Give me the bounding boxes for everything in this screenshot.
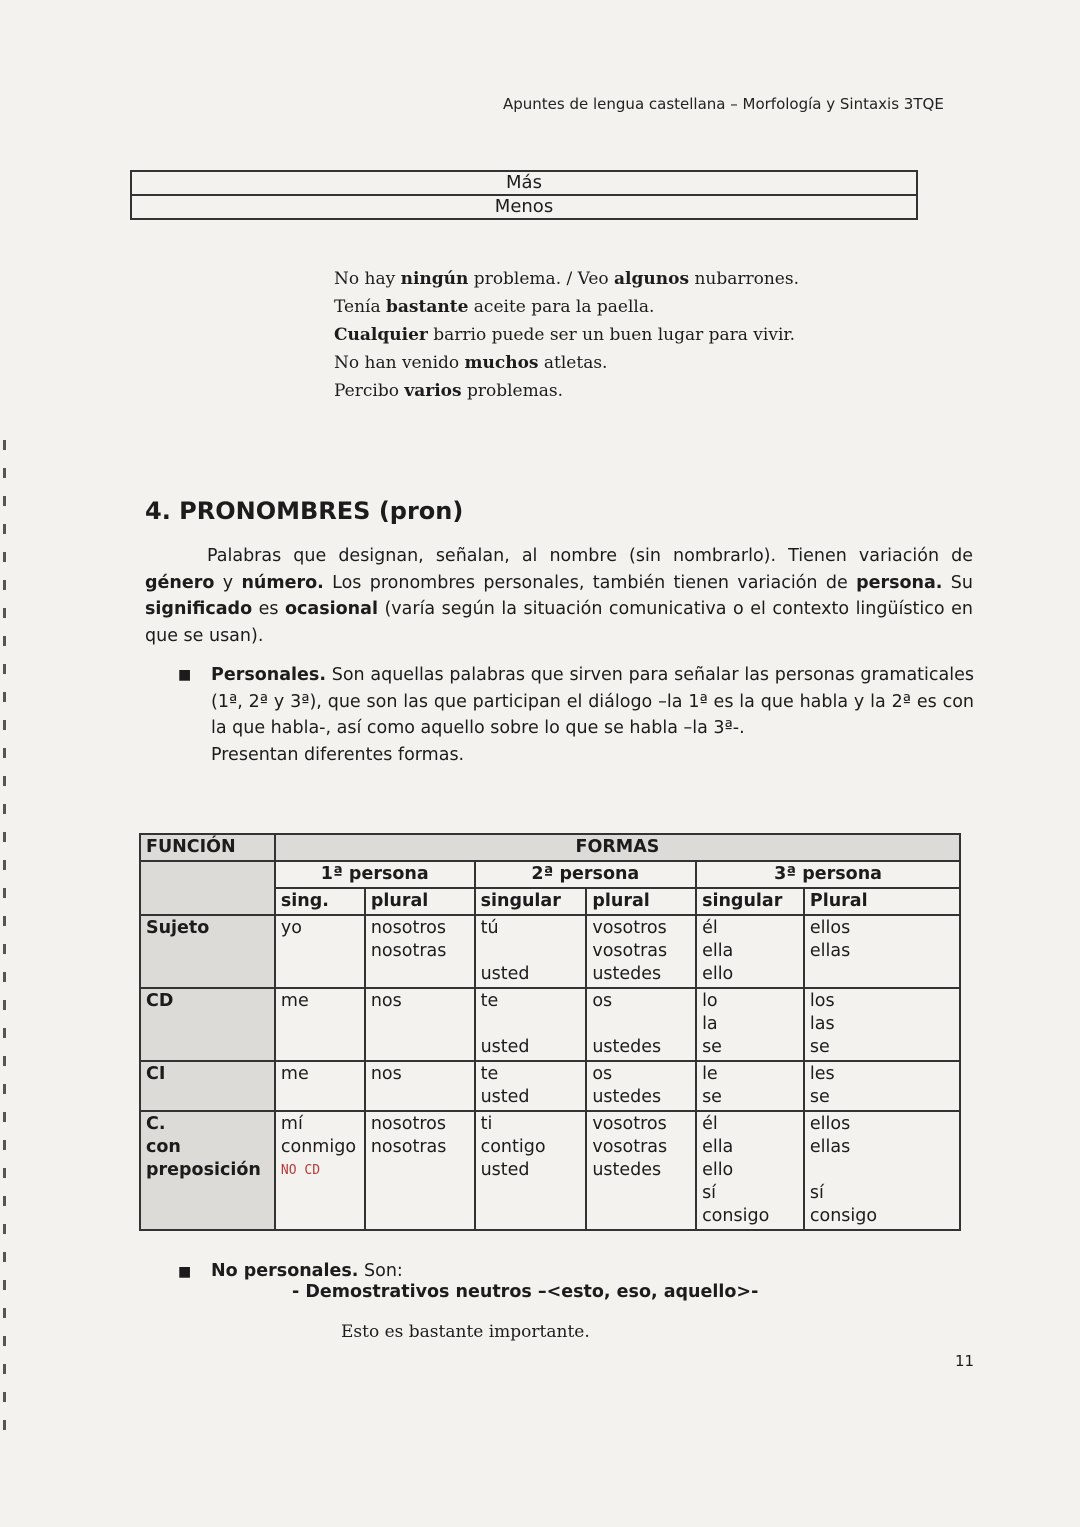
section-title: 4. PRONOMBRES (pron) xyxy=(145,497,464,525)
example-line xyxy=(334,321,799,349)
no-personales-text xyxy=(211,1261,403,1281)
table-row xyxy=(140,915,960,988)
margin-tick xyxy=(3,748,6,758)
intro-run: número. xyxy=(241,572,324,593)
example-run: varios xyxy=(404,381,462,401)
margin-tick xyxy=(3,776,6,786)
margin-tick xyxy=(3,1140,6,1150)
margin-tick xyxy=(3,1224,6,1234)
comparison-table xyxy=(130,170,918,220)
handwritten-annotation: NO CD xyxy=(280,1163,321,1178)
form-cell: mí conmigo NO CD xyxy=(275,1111,365,1230)
form-cell: les se xyxy=(804,1061,960,1111)
page-number: 11 xyxy=(955,1352,975,1370)
form-cell: te usted xyxy=(475,1061,587,1111)
intro-run: es xyxy=(252,599,286,619)
margin-tick xyxy=(3,496,6,506)
margin-tick xyxy=(3,804,6,814)
intro-run: significado xyxy=(145,599,253,619)
function-label: C. con preposición xyxy=(140,1111,275,1230)
person-header: 3ª persona xyxy=(696,861,960,888)
margin-tick xyxy=(3,636,6,646)
example-run: barrio puede ser un buen lugar para vivir. xyxy=(427,325,796,345)
form-cell: le se xyxy=(696,1061,804,1111)
form-cell: nos xyxy=(365,988,475,1061)
personales-after: Presentan diferentes formas. xyxy=(211,744,465,765)
page-header: Apuntes de lengua castellana – Morfología y Sintaxis 3TQE xyxy=(503,95,944,113)
margin-tick xyxy=(3,860,6,870)
margin-tick xyxy=(3,972,6,982)
form-cell: ellos ellas sí consigo xyxy=(804,1111,960,1230)
margin-tick xyxy=(3,1392,6,1402)
intro-paragraph xyxy=(145,543,973,649)
number-header: singular xyxy=(696,888,804,915)
form-cell: yo xyxy=(275,915,365,988)
margin-tick xyxy=(3,1056,6,1066)
margin-tick xyxy=(3,916,6,926)
margin-tick xyxy=(3,720,6,730)
margin-tick xyxy=(3,692,6,702)
function-label: Sujeto xyxy=(140,915,275,988)
demostrativos-heading: - Demostrativos neutros –<esto, eso, aquello>- xyxy=(292,1282,759,1302)
intro-run: persona. xyxy=(856,572,943,593)
number-header: singular xyxy=(475,888,587,915)
margin-tick xyxy=(3,832,6,842)
intro-run: y xyxy=(214,572,242,593)
margin-tick xyxy=(3,1420,6,1430)
margin-tick xyxy=(3,1112,6,1122)
table-row xyxy=(140,1111,960,1230)
intro-run: Su xyxy=(942,572,974,593)
form-cell: tú usted xyxy=(475,915,587,988)
function-label: CD xyxy=(140,988,275,1061)
person-header: 2ª persona xyxy=(475,861,696,888)
form-cell: os ustedes xyxy=(586,988,696,1061)
intro-text xyxy=(145,543,973,649)
margin-tick xyxy=(3,1280,6,1290)
example-run: Tenía xyxy=(334,297,387,317)
margin-tick xyxy=(3,944,6,954)
margin-tick xyxy=(3,1364,6,1374)
personales-run: Son aquellas palabras que sirven para señalar las personas gramaticales (1ª, 2ª y 3ª), que son las que participan el diálogo –la 1ª es la que habla y la 2ª es con la que habla-, así como aquello sobre lo que se habla –la 3ª-. xyxy=(211,665,974,738)
intro-run: ocasional xyxy=(285,599,378,619)
example-line xyxy=(334,377,799,405)
example-run: problema. / Veo xyxy=(468,269,615,289)
empty-cell xyxy=(140,861,275,915)
form-cell: os ustedes xyxy=(586,1061,696,1111)
personales-run: Personales. xyxy=(211,665,326,685)
pronoun-table xyxy=(139,833,961,1231)
form-cell: nosotros nosotras xyxy=(365,1111,475,1230)
margin-marks xyxy=(3,440,9,1430)
example-run: muchos xyxy=(464,353,539,373)
table-row xyxy=(140,988,960,1061)
margin-tick xyxy=(3,1252,6,1262)
table-row xyxy=(140,1061,960,1111)
example-run: nubarrones. xyxy=(689,269,799,289)
example-run: Percibo xyxy=(334,381,405,401)
form-cell: te usted xyxy=(475,988,587,1061)
margin-tick xyxy=(3,1168,6,1178)
personales-text xyxy=(211,662,974,742)
demostrativos-example: Esto es bastante importante. xyxy=(341,1322,590,1342)
margin-tick xyxy=(3,440,6,450)
table-cell: Más xyxy=(131,171,917,195)
form-cell: me xyxy=(275,988,365,1061)
margin-tick xyxy=(3,524,6,534)
personales-bullet xyxy=(178,662,974,768)
example-line xyxy=(334,265,799,293)
form-cell: vosotros vosotras ustedes xyxy=(586,1111,696,1230)
margin-tick xyxy=(3,552,6,562)
margin-tick xyxy=(3,664,6,674)
bullet-icon: ■ xyxy=(178,667,192,683)
form-cell: nos xyxy=(365,1061,475,1111)
margin-tick xyxy=(3,1336,6,1346)
margin-tick xyxy=(3,1000,6,1010)
example-sentences xyxy=(334,265,799,405)
form-cell: ti contigo usted xyxy=(475,1111,587,1230)
bullet-icon: ■ xyxy=(178,1264,192,1280)
example-run: problemas. xyxy=(461,381,563,401)
example-line xyxy=(334,349,799,377)
person-header: 1ª persona xyxy=(275,861,475,888)
number-header: plural xyxy=(586,888,696,915)
example-run: bastante xyxy=(386,297,469,317)
example-line xyxy=(334,293,799,321)
form-cell: nosotros nosotras xyxy=(365,915,475,988)
margin-tick xyxy=(3,1196,6,1206)
example-run: ningún xyxy=(400,269,469,289)
form-cell: los las se xyxy=(804,988,960,1061)
example-run: atletas. xyxy=(538,353,608,373)
form-cell: ellos ellas xyxy=(804,915,960,988)
margin-tick xyxy=(3,888,6,898)
margin-tick xyxy=(3,1028,6,1038)
form-cell: me xyxy=(275,1061,365,1111)
example-run: No hay xyxy=(334,269,401,289)
no-personales-run: No personales. xyxy=(211,1261,359,1281)
number-header: Plural xyxy=(804,888,960,915)
example-run: aceite para la paella. xyxy=(468,297,655,317)
example-run: algunos xyxy=(614,269,690,289)
margin-tick xyxy=(3,468,6,478)
example-run: No han venido xyxy=(334,353,465,373)
table-cell: Menos xyxy=(131,195,917,219)
intro-run: Los pronombres personales, también tienen variación de xyxy=(323,572,857,593)
form-cell: él ella ello sí consigo xyxy=(696,1111,804,1230)
number-header: sing. xyxy=(275,888,365,915)
intro-run: Palabras que designan, señalan, al nombre (sin nombrarlo). Tienen variación de xyxy=(207,546,973,566)
form-cell: él ella ello xyxy=(696,915,804,988)
intro-run: género xyxy=(145,572,215,593)
form-cell: vosotros vosotras ustedes xyxy=(586,915,696,988)
funcion-header: FUNCIÓN xyxy=(140,834,275,861)
margin-tick xyxy=(3,1084,6,1094)
function-label: CI xyxy=(140,1061,275,1111)
margin-tick xyxy=(3,608,6,618)
form-cell: lo la se xyxy=(696,988,804,1061)
margin-tick xyxy=(3,1308,6,1318)
formas-header: FORMAS xyxy=(275,834,960,861)
number-header: plural xyxy=(365,888,475,915)
example-run: Cualquier xyxy=(334,325,428,345)
no-personales-run: Son: xyxy=(358,1261,403,1281)
intro-run: (varía según la situación comunicativa o el contexto lingüístico en que se usan). xyxy=(145,599,973,646)
margin-tick xyxy=(3,580,6,590)
